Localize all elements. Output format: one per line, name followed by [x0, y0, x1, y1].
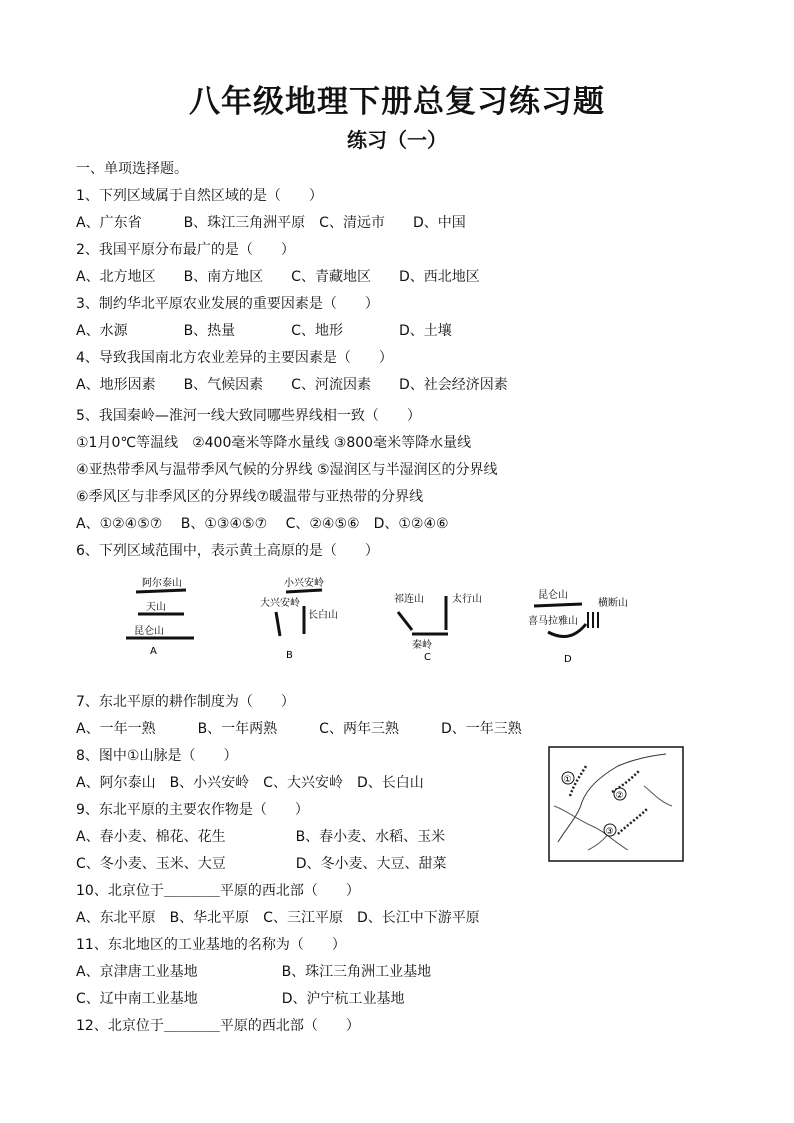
question-4-options: A、地形因素 B、气候因素 C、河流因素 D、社会经济因素 [76, 377, 508, 393]
question-3: 3、制约华北平原农业发展的重要因素是（ ） [76, 296, 379, 312]
question-2: 2、我国平原分布最广的是（ ） [76, 242, 295, 258]
question-5-options: A、①②④⑤⑦ B、①③④⑤⑦ C、②④⑤⑥ D、①②④⑥ [76, 516, 449, 532]
question-4: 4、导致我国南北方农业差异的主要因素是（ ） [76, 350, 393, 366]
q6-option-b-sketch [260, 576, 338, 661]
q6-option-c-sketch [394, 592, 482, 663]
question-9-options-ab: A、春小麦、棉花、花生 B、春小麦、水稻、玉米 [76, 829, 446, 845]
q6-c-label-1: 祁连山 [394, 594, 424, 605]
q6-b-label-2: 大兴安岭 [260, 598, 300, 609]
section-heading: 一、单项选择题。 [76, 161, 188, 177]
question-10: 10、北京位于＿＿＿＿平原的西北部（ ） [76, 883, 360, 899]
question-5-statement-1: ①1月0℃等温线 ②400毫米等降水量线 ③800毫米等降水量线 [76, 435, 472, 451]
q6-option-d-sketch [528, 588, 628, 665]
question-9: 9、东北平原的主要农作物是（ ） [76, 802, 309, 818]
question-8-options: A、阿尔泰山 B、小兴安岭 C、大兴安岭 D、长白山 [76, 775, 424, 791]
question-6: 6、下列区域范围中，表示黄土高原的是（ ） [76, 543, 379, 559]
question-8: 8、图中①山脉是（ ） [76, 748, 238, 764]
q6-d-label-2: 横断山 [598, 598, 628, 609]
question-7: 7、东北平原的耕作制度为（ ） [76, 694, 295, 710]
q6-d-label-3: 喜马拉雅山 [528, 616, 578, 627]
question-2-options: A、北方地区 B、南方地区 C、青藏地区 D、西北地区 [76, 269, 480, 285]
question-9-options-cd: C、冬小麦、玉米、大豆 D、冬小麦、大豆、甜菜 [76, 856, 447, 872]
q6-c-label-2: 太行山 [452, 594, 482, 605]
question-3-options: A、水源 B、热量 C、地形 D、土壤 [76, 323, 452, 339]
q6-a-label-1: 阿尔泰山 [142, 578, 182, 589]
q6-b-label-3: 长白山 [308, 610, 338, 621]
question-1-options: A、广东省 B、珠江三角洲平原 C、清远市 D、中国 [76, 215, 466, 231]
question-5: 5、我国秦岭—淮河一线大致同哪些界线相一致（ ） [76, 408, 421, 424]
q6-c-letter: C [424, 652, 431, 663]
q6-a-letter: A [150, 646, 157, 657]
q6-option-a-sketch [126, 576, 194, 657]
q6-b-label-1: 小兴安岭 [284, 578, 324, 589]
page-title: 八年级地理下册总复习练习题 [189, 84, 605, 120]
q8-marker-3: ③ [605, 827, 614, 837]
q8-marker-1: ① [563, 775, 572, 785]
question-1: 1、下列区域属于自然区域的是（ ） [76, 188, 323, 204]
question-11-options-ab: A、京津唐工业基地 B、珠江三角洲工业基地 [76, 964, 432, 980]
q6-a-label-2: 天山 [146, 602, 166, 613]
q6-d-letter: D [564, 654, 572, 665]
q8-marker-2: ② [615, 791, 624, 801]
question-5-statement-3: ⑥季风区与非季风区的分界线⑦暖温带与亚热带的分界线 [76, 489, 424, 505]
page-subtitle: 练习（一） [347, 128, 447, 152]
q6-b-letter: B [286, 650, 293, 661]
question-10-options: A、东北平原 B、华北平原 C、三江平原 D、长江中下游平原 [76, 910, 480, 926]
q6-figure [108, 572, 628, 668]
q6-c-label-3: 秦岭 [412, 640, 432, 651]
q6-a-label-3: 昆仑山 [134, 626, 164, 637]
question-12: 12、北京位于＿＿＿＿平原的西北部（ ） [76, 1018, 360, 1034]
q8-map-figure [548, 746, 684, 862]
question-11-options-cd: C、辽中南工业基地 D、沪宁杭工业基地 [76, 991, 405, 1007]
question-11: 11、东北地区的工业基地的名称为（ ） [76, 937, 346, 953]
q6-d-label-1: 昆仑山 [538, 590, 568, 601]
question-5-statement-2: ④亚热带季风与温带季风气候的分界线 ⑤湿润区与半湿润区的分界线 [76, 462, 498, 478]
question-7-options: A、一年一熟 B、一年两熟 C、两年三熟 D、一年三熟 [76, 721, 522, 737]
